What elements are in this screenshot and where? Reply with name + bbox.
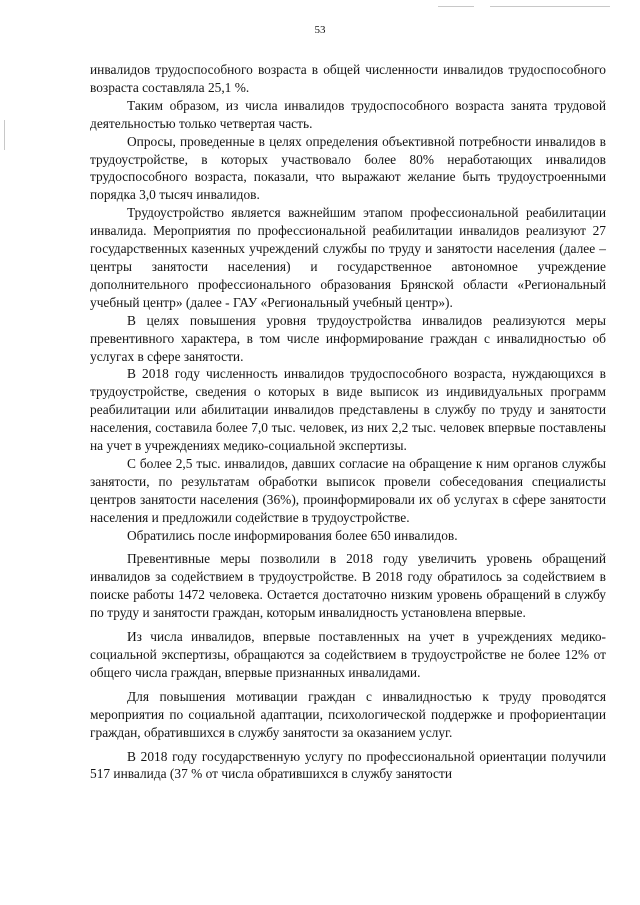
- scan-artifact-top: [438, 6, 474, 7]
- paragraph: Для повышения мотивации граждан с инвалидностью к труду проводятся мероприятия по социальной адаптации, психологической поддержке и профориентации граждан, обратившихся в службу занятости за оказанием услуг.: [90, 688, 606, 740]
- paragraph: В целях повышения уровня трудоустройства инвалидов реализуются меры превентивного характера, в том числе информирование граждан с инвалидностью об услугах в сфере занятости.: [90, 312, 606, 364]
- scan-artifact-top-right: [490, 6, 610, 7]
- paragraph: Из числа инвалидов, впервые поставленных на учет в учреждениях медико-социальной экспертизы, обращаются за содействием в трудоустройстве не более 12% от общего числа граждан, впервые признанных инвалидами.: [90, 629, 606, 680]
- paragraph: Опросы, проведенные в целях определения объективной потребности инвалидов в трудоустройстве, в которых участвовало более 80% неработающих инвалидов трудоспособного возраста, показали, что выражают желание быть трудоустроенными порядка 3,0 тысяч инвалидов.: [90, 133, 606, 203]
- paragraph: Трудоустройство является важнейшим этапом профессиональной реабилитации инвалида. Мероприятия по профессиональной реабилитации инвалидов реализуют 27 государственных казенных учреждений службы по труду и занятости населения (далее – центры занятости населения) и государственное автономное учреждение дополнительного профессионального образования Брянской области «Региональный учебный центр» (далее - ГАУ «Региональный учебный центр»).: [90, 205, 606, 310]
- paragraph: С более 2,5 тыс. инвалидов, давших согласие на обращение к ним органов службы занятости, по результатам обработки выписок провели собеседования специалисты центров занятости населения (36%), проинформировали их об услугах в сфере занятости населения и предложили содействие в трудоустройстве.: [90, 455, 606, 525]
- paragraph: В 2018 году численность инвалидов трудоспособного возраста, нуждающихся в трудоустройстве, сведения о которых в виде выписок из индивидуальных программ реабилитации или абилитации инвалидов представлены в службу по труду и занятости населения, составила более 7,0 тыс. человек, из них 2,2 тыс. человек впервые поставлены на учет в учреждениях медико-социальной экспертизы.: [90, 366, 606, 454]
- page-number: 53: [314, 24, 326, 36]
- paragraph: Таким образом, из числа инвалидов трудоспособного возраста занята трудовой деятельностью только четвертая часть.: [90, 97, 606, 131]
- paragraph: В 2018 году государственную услугу по профессиональной ориентации получили 517 инвалида (37 % от числа обратившихся в службу занятости: [90, 748, 606, 782]
- paragraph: Обратились после информирования более 650 инвалидов.: [127, 527, 458, 543]
- paragraph: инвалидов трудоспособного возраста в общей численности инвалидов трудоспособного возраста составляла 25,1 %.: [90, 62, 606, 95]
- body-text: [90, 61, 606, 783]
- paragraph: Превентивные меры позволили в 2018 году увеличить уровень обращений инвалидов за содействием в трудоустройстве. В 2018 году обратилось за содействием в поиске работы 1472 человека. Остается достаточно низким уровень обращений в службу по труду и занятости граждан, которым инвалидность установлена впервые.: [90, 551, 606, 621]
- scan-artifact-left: [4, 120, 5, 150]
